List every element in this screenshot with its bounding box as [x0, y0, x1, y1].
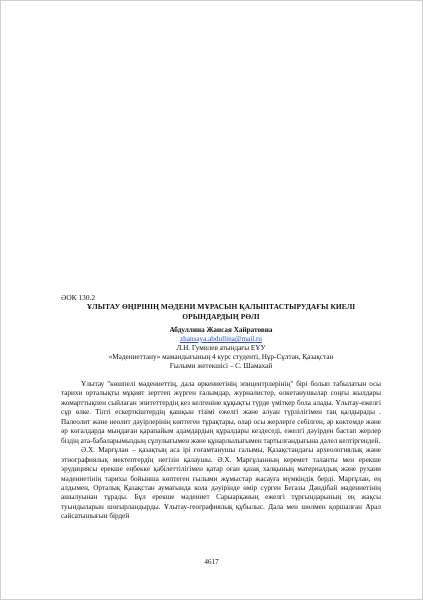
author-email-line [61, 335, 381, 344]
author-affiliation: Л.Н. Гумилев атындағы ЕҰУ [176, 344, 266, 352]
udc-code: ӘОК 130.2 [61, 293, 96, 302]
title-line-2: ОРЫНДАРДЫҢ РӨЛІ [182, 311, 260, 321]
page-number: 4617 [204, 558, 219, 566]
article-content [61, 293, 381, 522]
article-body [61, 380, 381, 522]
body-paragraph-2: Ә.Х. Марғұлан – қазақтың аса ірі ғоғамтанушы ғалымы, Қазақстандағы археологиялық және этнографиялық мектептердің негізін қалаушы. Ә.Х. Марғұланның керемет таланты мен ерекше эрудициясы ерекше еңбекке қабілеттілігімен қатар оған қазақ халқының материалдық және рухани мәдениетінің тарихы бойынша көптеген ғылыми жұмыстар жасауға мүмкіндік берді. Марғұлан, ең алдымен, Орталық Қазақстан аумағында кола дәуірінде өмір сүрген Бегазы Дәндібай мәдениетінің ашылуынан тұрады. Бұл ерекше мәдениет Сарыарқаның ежелгі тұрғындарының ең жақсы туындыларын шоғырландырды. Ұлытау-географиялық құбылыс. Дала мен шөлмен қоршалған Арал сайсатышығын бірдей [61, 446, 381, 521]
author-program: «Мәдениеттану» мамандығының 4 курс студенті, Нұр-Сұлтан, Қазақстан [108, 353, 334, 361]
article-title [61, 302, 381, 321]
body-paragraph-1: Ұлытау "көшпелі мәдениеттің, дала өркениетінің эпицентрлерінің" бірі болып табылатын осы тарихи орталықты мұқият зерттеп жүрген ғалымдар, журналистер, өлкетанушылар соңғы жылдары жомарттықпен сыйлаған эпитеттердің кез келгеніне құқықты түрде үміткер бола алады. Ұлытау-ежелгі сұр өлке. Тіпті ескерткіштердің қашқын тізімі ежелгі және алуан түрлілігімен таң қалдырады . Палеолит және неолит дәуірлерінің көптеген тұрақтары, олар осы жерлерге себілген, әр көктемде және әр көгалдарда мыңдаған қарапайым адамдардың құралдары кездеседі, ежелгі дәуірден бастап жерлер біздің ата-бабаларымыздың сұлулығымен және құнарлылығымен тартылғандығына дәлел келтіргендей. [61, 380, 381, 445]
author-supervisor: Ғылыми жетекшісі – С. Шамахай [169, 362, 273, 370]
title-line-1: ҰЛЫТАУ ӨҢІРІНІҢ МӘДЕНИ МҰРАСЫН ҚАЛЫПТАСТЫРУДАҒЫ КИЕЛІ [86, 302, 356, 311]
author-email-link[interactable]: zhansaya.abdullina@mail.ru [179, 335, 263, 343]
author-name: Абдуллина Жансая Хайратовна [169, 326, 273, 334]
